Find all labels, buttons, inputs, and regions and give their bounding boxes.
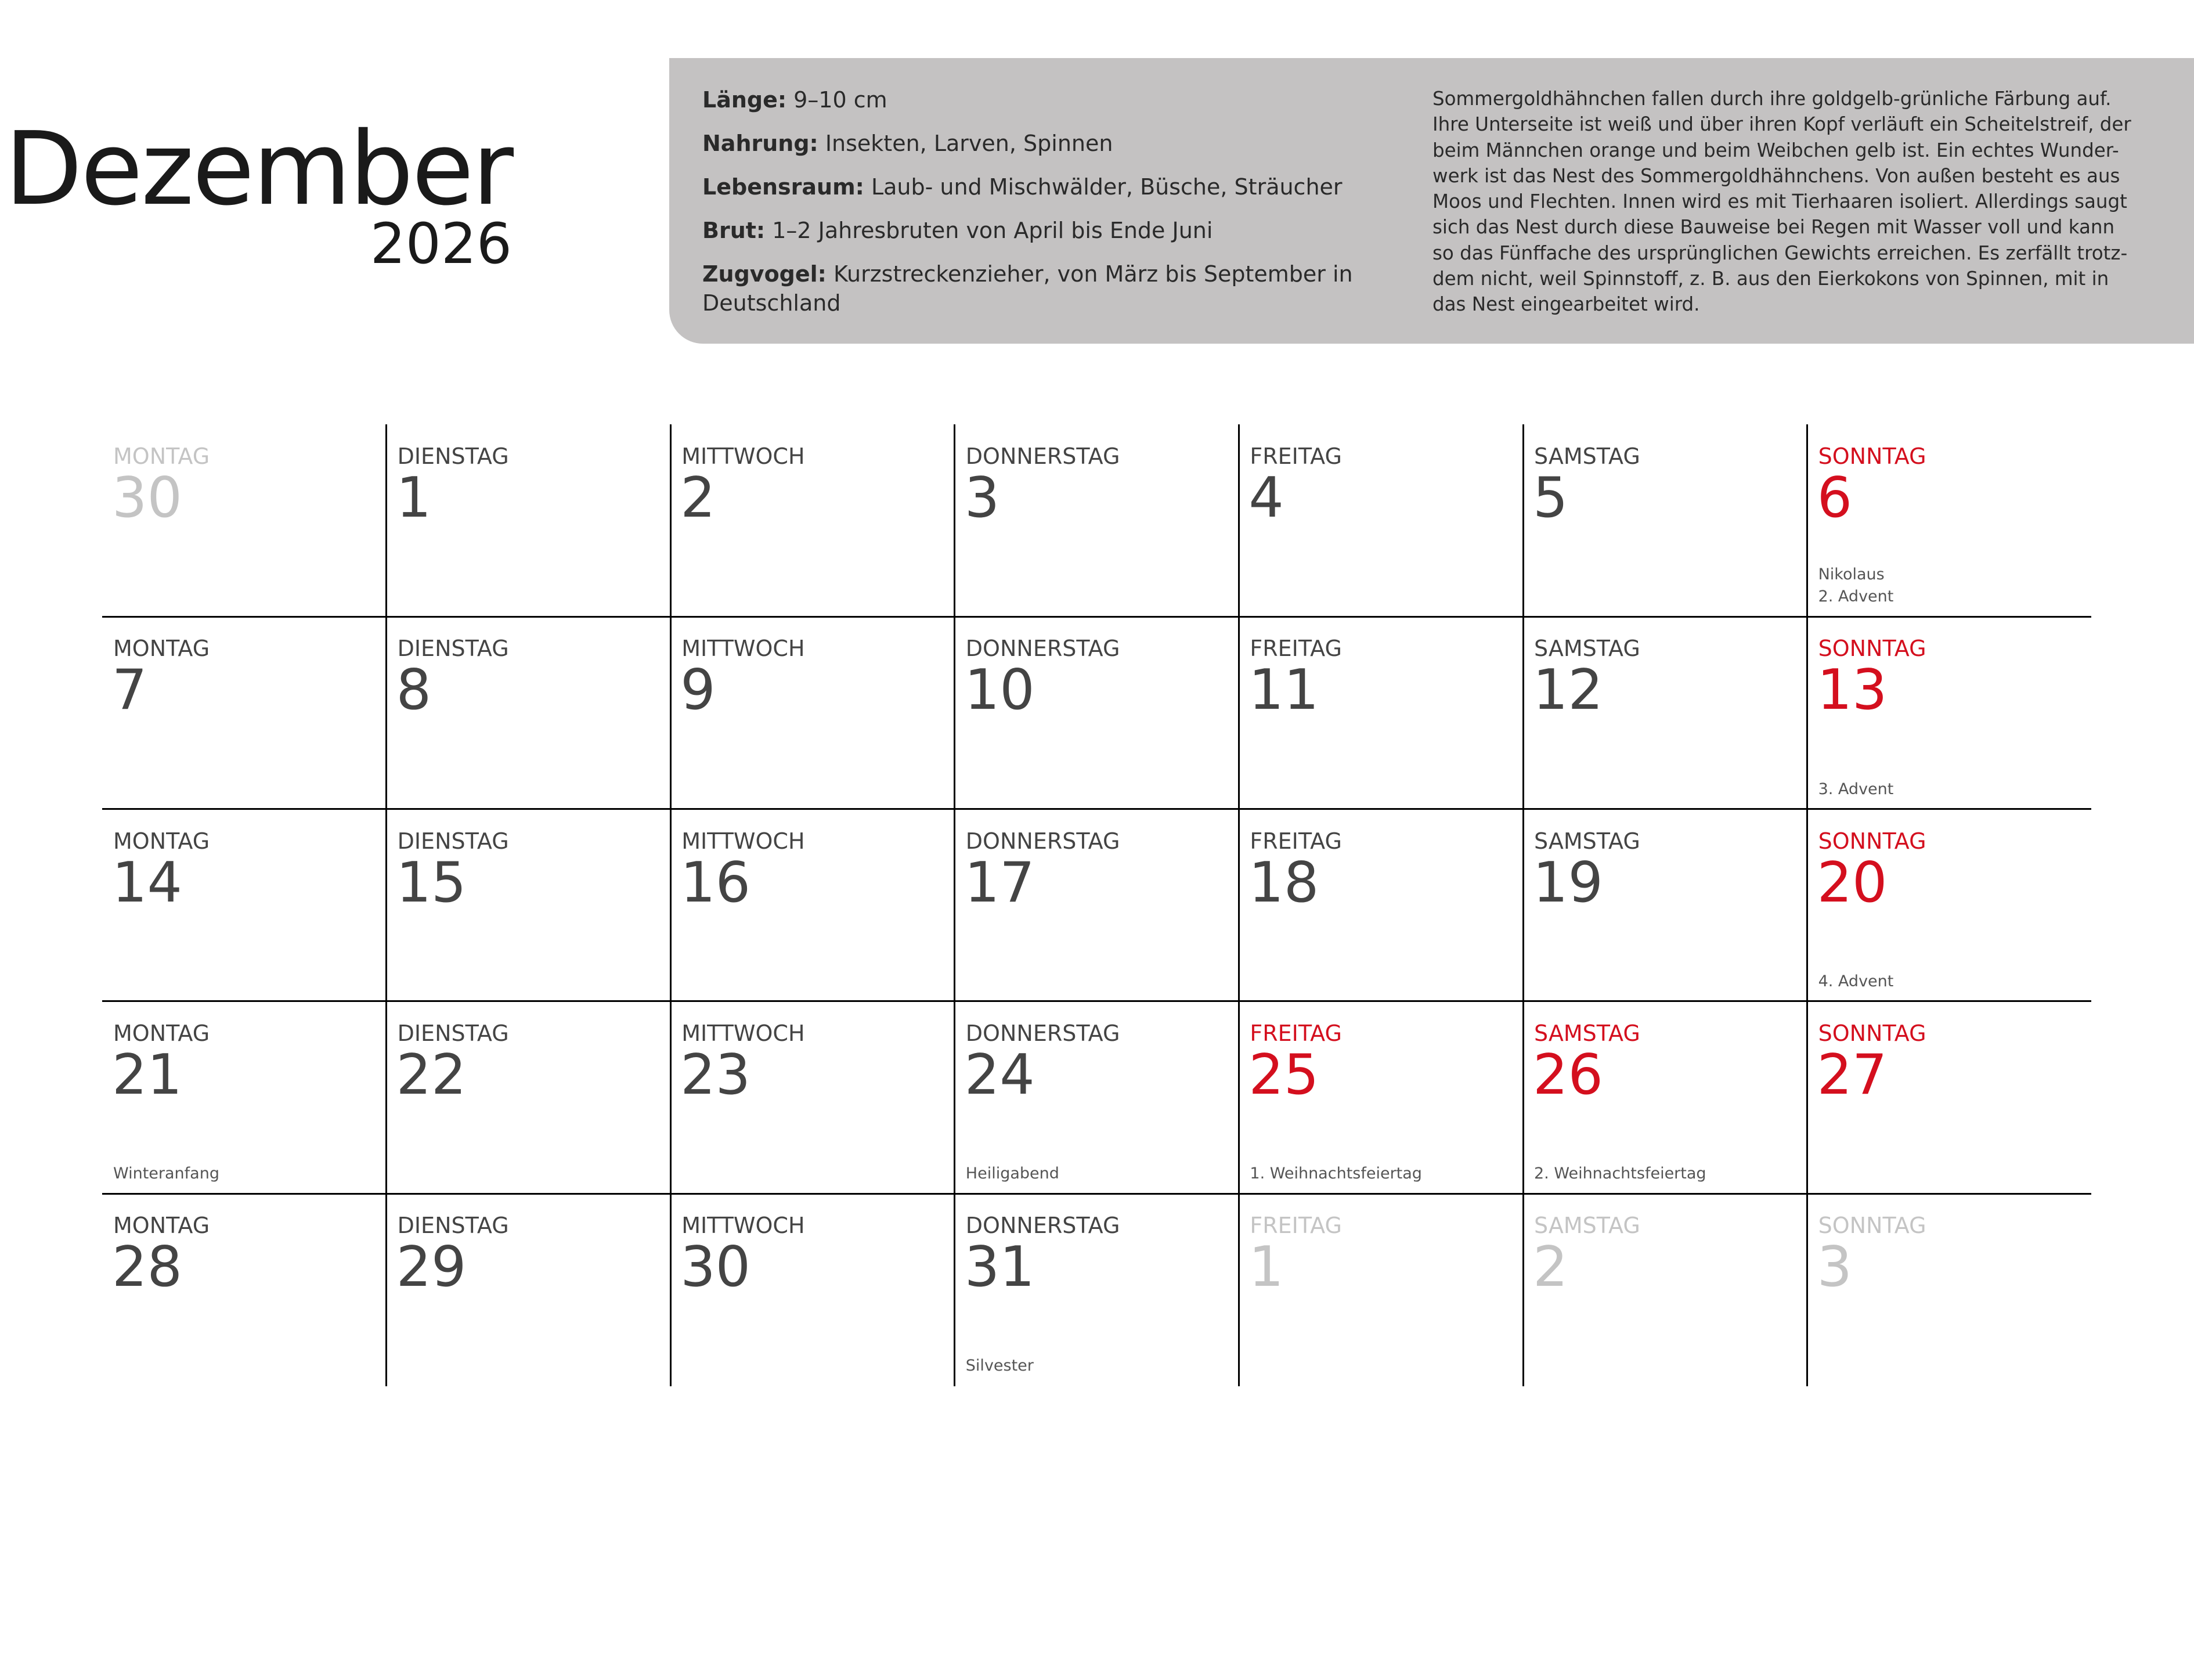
day-number: 22	[396, 1043, 467, 1107]
weekday-label: FREITAG	[1250, 828, 1342, 854]
year-label: 2026	[370, 211, 512, 276]
weekday-label: SAMSTAG	[1534, 1213, 1640, 1239]
weekday-label: MONTAG	[113, 636, 210, 662]
row-divider	[102, 616, 2091, 618]
day-cell	[1807, 424, 2092, 617]
weekday-label: SONNTAG	[1818, 636, 1926, 662]
day-cell	[387, 617, 671, 809]
day-number: 1	[1248, 1235, 1284, 1300]
day-cell	[1523, 617, 1807, 809]
weekday-label: MONTAG	[113, 828, 210, 854]
column-divider	[954, 424, 955, 1386]
description-line: werk ist das Nest des Sommergoldhähnchens. Von außen besteht es aus	[1432, 164, 2120, 187]
day-number: 30	[112, 466, 182, 530]
row-divider	[102, 808, 2091, 810]
day-cell	[955, 424, 1239, 617]
day-cell	[102, 424, 387, 617]
day-number: 16	[680, 850, 751, 915]
weekday-label: MITTWOCH	[681, 828, 805, 854]
bird-facts	[702, 85, 1370, 332]
fact-value: Kurzstreckenzieher, von März bis September in Deutschland	[702, 261, 1353, 316]
day-notes	[966, 1163, 1059, 1185]
day-number: 23	[680, 1043, 751, 1107]
description-line: Sommergoldhähnchen fallen durch ihre goldgelb-grünliche Färbung auf.	[1432, 88, 2112, 110]
day-notes	[966, 1355, 1034, 1377]
weekday-label: MONTAG	[113, 1213, 210, 1239]
day-number: 18	[1248, 850, 1319, 915]
day-cell	[387, 1001, 671, 1194]
day-note: Silvester	[965, 1357, 1034, 1375]
row-divider	[102, 1000, 2091, 1002]
day-number: 29	[396, 1235, 467, 1300]
day-notes	[113, 1163, 219, 1185]
day-number: 19	[1533, 850, 1603, 915]
fact-value: Laub- und Mischwälder, Büsche, Sträucher	[864, 174, 1343, 200]
day-cell	[670, 1194, 955, 1386]
fact-item	[702, 85, 1370, 114]
fact-label: Nahrung:	[702, 131, 818, 156]
day-cell	[1523, 1194, 1807, 1386]
day-cell	[1523, 809, 1807, 1001]
day-cell	[387, 809, 671, 1001]
weekday-label: DONNERSTAG	[965, 1020, 1120, 1046]
day-number: 30	[680, 1235, 751, 1300]
day-cell	[102, 617, 387, 809]
day-number: 5	[1533, 466, 1568, 530]
fact-value: Insekten, Larven, Spinnen	[818, 131, 1113, 156]
day-notes	[1818, 564, 1894, 608]
column-divider	[1238, 424, 1240, 1386]
day-cell	[102, 1194, 387, 1386]
day-cell	[1239, 809, 1523, 1001]
fact-label: Zugvogel:	[702, 261, 827, 287]
day-cell	[1807, 809, 2092, 1001]
fact-item	[702, 216, 1370, 245]
day-note: 1. Weihnachtsfeiertag	[1250, 1165, 1422, 1183]
column-divider	[670, 424, 672, 1386]
weekday-label: DONNERSTAG	[965, 636, 1120, 662]
weekday-label: FREITAG	[1250, 636, 1342, 662]
day-cell	[1239, 617, 1523, 809]
weekday-label: MONTAG	[113, 444, 210, 469]
column-divider	[385, 424, 387, 1386]
description-line: Moos und Flechten. Innen wird es mit Tierhaaren isoliert. Allerdings saugt	[1432, 190, 2127, 213]
day-number: 11	[1248, 658, 1319, 723]
day-cell	[1807, 617, 2092, 809]
day-number: 9	[680, 658, 716, 723]
weekday-label: MITTWOCH	[681, 1213, 805, 1239]
day-notes	[1250, 1163, 1422, 1185]
weekday-label: DIENSTAG	[397, 1020, 509, 1046]
day-note: 3. Advent	[1818, 780, 1894, 798]
day-number: 25	[1248, 1043, 1319, 1107]
weekday-label: SONNTAG	[1818, 444, 1926, 469]
day-number: 24	[964, 1043, 1035, 1107]
day-number: 13	[1817, 658, 1888, 723]
month-title: Dezember	[5, 110, 512, 228]
day-number: 14	[112, 850, 182, 915]
weekday-label: SONNTAG	[1818, 1020, 1926, 1046]
day-note: Heiligabend	[965, 1165, 1059, 1183]
row-divider	[102, 1193, 2091, 1195]
day-number: 6	[1817, 466, 1853, 530]
day-cell	[955, 1001, 1239, 1194]
fact-label: Lebensraum:	[702, 174, 864, 200]
fact-item	[702, 129, 1370, 158]
column-divider	[1522, 424, 1524, 1386]
day-number: 3	[964, 466, 1000, 530]
day-number: 8	[396, 658, 432, 723]
day-number: 7	[112, 658, 147, 723]
weekday-label: DONNERSTAG	[965, 828, 1120, 854]
weekday-label: DIENSTAG	[397, 1213, 509, 1239]
day-note: Nikolaus	[1818, 565, 1885, 584]
weekday-label: MITTWOCH	[681, 444, 805, 469]
description-line: beim Männchen orange und beim Weibchen gelb ist. Ein echtes Wunder-	[1432, 139, 2119, 161]
weekday-label: DIENSTAG	[397, 444, 509, 469]
day-cell	[670, 424, 955, 617]
day-number: 17	[964, 850, 1035, 915]
fact-value: 1–2 Jahresbruten von April bis Ende Juni	[765, 218, 1213, 243]
day-cell	[1523, 424, 1807, 617]
bird-description	[1432, 86, 2164, 318]
day-number: 20	[1817, 850, 1888, 915]
day-cell	[1239, 424, 1523, 617]
day-number: 26	[1533, 1043, 1603, 1107]
calendar-grid	[102, 424, 2091, 1386]
day-note: 4. Advent	[1818, 972, 1894, 990]
description-line: dem nicht, weil Spinnstoff, z. B. aus den Eierkokons von Spinnen, mit in	[1432, 268, 2109, 290]
day-cell	[670, 1001, 955, 1194]
fact-item	[702, 259, 1370, 318]
day-cell	[1523, 1001, 1807, 1194]
day-number: 12	[1533, 658, 1603, 723]
day-note: Winteranfang	[113, 1165, 219, 1183]
weekday-label: FREITAG	[1250, 1020, 1342, 1046]
day-number: 1	[396, 466, 432, 530]
fact-label: Länge:	[702, 87, 787, 113]
weekday-label: SAMSTAG	[1534, 636, 1640, 662]
day-cell	[102, 809, 387, 1001]
day-cell	[1807, 1001, 2092, 1194]
day-number: 2	[1533, 1235, 1568, 1300]
weekday-label: MONTAG	[113, 1020, 210, 1046]
day-cell	[955, 809, 1239, 1001]
day-cell	[670, 809, 955, 1001]
day-cell	[955, 1194, 1239, 1386]
weekday-label: DIENSTAG	[397, 828, 509, 854]
description-line: sich das Nest durch diese Bauweise bei Regen mit Wasser voll und kann	[1432, 216, 2115, 239]
weekday-label: SAMSTAG	[1534, 444, 1640, 469]
weekday-label: FREITAG	[1250, 444, 1342, 469]
weekday-label: MITTWOCH	[681, 1020, 805, 1046]
weekday-label: MITTWOCH	[681, 636, 805, 662]
description-line: Ihre Unterseite ist weiß und über ihren Kopf verläuft ein Scheitelstreif, der	[1432, 113, 2131, 136]
day-cell	[670, 617, 955, 809]
day-cell	[1239, 1194, 1523, 1386]
day-number: 4	[1248, 466, 1284, 530]
weekday-label: SAMSTAG	[1534, 828, 1640, 854]
weekday-label: FREITAG	[1250, 1213, 1342, 1239]
day-note: 2. Advent	[1818, 587, 1894, 606]
day-number: 28	[112, 1235, 182, 1300]
fact-item	[702, 172, 1370, 201]
fact-value: 9–10 cm	[786, 87, 887, 113]
day-cell	[1239, 1001, 1523, 1194]
day-cell	[955, 617, 1239, 809]
day-number: 31	[964, 1235, 1035, 1300]
description-line: so das Fünffache des ursprünglichen Gewichts erreichen. Es zerfällt trotz-	[1432, 241, 2128, 264]
day-number: 3	[1817, 1235, 1853, 1300]
day-number: 15	[396, 850, 467, 915]
fact-label: Brut:	[702, 218, 766, 243]
weekday-label: SONNTAG	[1818, 1213, 1926, 1239]
day-number: 2	[680, 466, 716, 530]
description-line: das Nest eingearbeitet wird.	[1432, 293, 1700, 316]
day-number: 21	[112, 1043, 182, 1107]
day-cell	[1807, 1194, 2092, 1386]
weekday-label: DIENSTAG	[397, 636, 509, 662]
weekday-label: DONNERSTAG	[965, 444, 1120, 469]
day-notes	[1818, 778, 1894, 801]
weekday-label: DONNERSTAG	[965, 1213, 1120, 1239]
day-notes	[1818, 971, 1894, 993]
column-divider	[1806, 424, 1808, 1386]
day-notes	[1534, 1163, 1706, 1185]
day-note: 2. Weihnachtsfeiertag	[1534, 1165, 1706, 1183]
day-cell	[387, 1194, 671, 1386]
day-cell	[387, 424, 671, 617]
weekday-label: SONNTAG	[1818, 828, 1926, 854]
weekday-label: SAMSTAG	[1534, 1020, 1640, 1046]
day-number: 10	[964, 658, 1035, 723]
day-number: 27	[1817, 1043, 1888, 1107]
day-cell	[102, 1001, 387, 1194]
